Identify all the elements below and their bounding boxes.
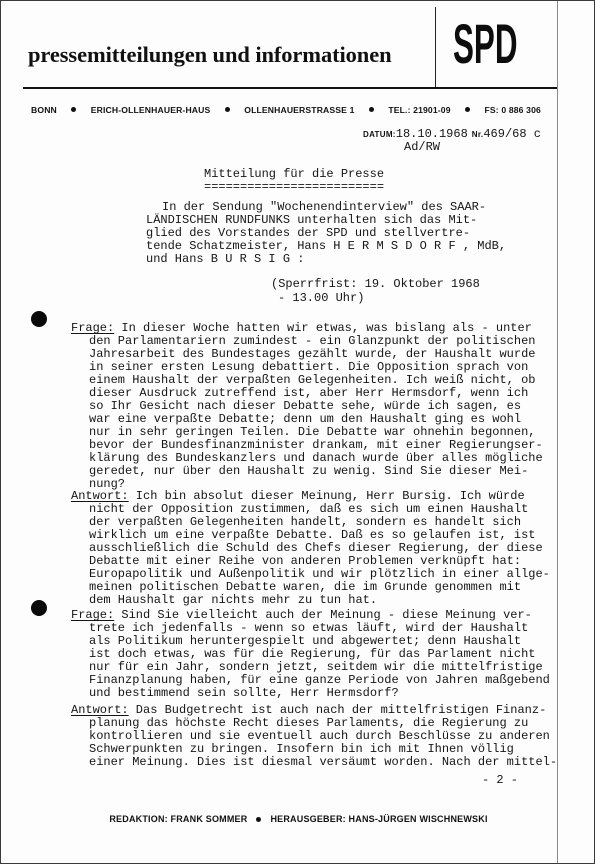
interview-line-text: In dieser Woche hatten wir etwas, was bislang als - unter	[121, 321, 532, 335]
interview-line: dem Haushalt gar nichts mehr zu tun hat.	[89, 593, 378, 607]
interview-block	[71, 322, 561, 491]
interview-line: der verpaßten Gelegenheiten handelt, sondern es handelt sich	[89, 515, 522, 529]
interview-line: einem Haushalt der verpaßten Gelegenheiten. Ich weiß nicht, ob	[89, 373, 536, 387]
date-number-line	[363, 128, 541, 141]
interview-line: war eine verpaßte Debatte; denn um den Haushalt ging es wohl	[89, 412, 522, 426]
interview-line: nur in sehr geringen Teilen. Die Debatte war ohnehin begonnen,	[89, 425, 536, 439]
bullet-icon	[256, 817, 261, 822]
interview-line: so Ihr Gesicht nach dieser Debatte sehe, würde ich sagen, es	[89, 399, 522, 413]
number-label: Nr.	[471, 130, 484, 139]
interview-line: Schwerpunkten zu bringen. Insofern bin ich mit Ihnen völlig	[89, 742, 514, 756]
interview-line: nur für ein Jahr, sondern jetzt, seitdem wir die mittelfristige	[89, 660, 543, 674]
intro-line: LÄNDISCHEN RUNDFUNKS unterhalten sich das Mit-	[146, 213, 478, 227]
interview-line: als Politikum heruntergespielt und abgewertet; denn Haushalt	[89, 634, 522, 648]
speaker-label: Frage:	[71, 321, 115, 335]
interview-line: klärung des Bundeskanzlers und danach wurde über alles mögliche	[89, 451, 543, 465]
embargo-line: - 13.00 Uhr)	[278, 291, 365, 305]
heading-underline: =========================	[204, 180, 385, 194]
interview-line: trete ich jedenfalls - wenn so etwas läuft, wird der Haushalt	[89, 621, 529, 635]
footer-publisher: HERAUSGEBER: HANS-JÜRGEN WISCHNEWSKI	[270, 814, 488, 824]
address-phone: TEL.: 21901-09	[388, 104, 451, 115]
footer-editor: REDAKTION: FRANK SOMMER	[109, 814, 248, 824]
speaker-label: Frage:	[71, 608, 115, 622]
interview-line-text: Ich bin absolut dieser Meinung, Herr Bursig. Ich würde	[135, 489, 525, 503]
interview-line-text: Das Budgetrecht ist auch nach der mittelfristigen Finanz-	[135, 703, 547, 717]
interview-line: planung das höchste Recht dieses Parlaments, die Regierung zu	[89, 716, 529, 730]
interview-line-text: Sind Sie vielleicht auch der Meinung - diese Meinung ver-	[121, 608, 532, 622]
intro-line: glied des Vorstandes der SPD und stellvertre-	[146, 226, 471, 240]
spd-logo: SPD	[453, 12, 518, 75]
number-value: 469/68 c	[483, 127, 541, 141]
interview-line: bevor der Bundesfinanzminister drankam, mit einer Regierungser-	[89, 438, 543, 452]
interview-line: ausschließlich die Schuld des Chefs dieser Regierung, der diese	[89, 541, 543, 555]
intro-line: und Hans B U R S I G :	[146, 252, 305, 266]
speaker-label: Antwort:	[71, 489, 129, 503]
embargo-note	[271, 277, 480, 305]
address-city: BONN	[31, 104, 57, 115]
footer-line	[1, 813, 595, 825]
interview-line: nung?	[89, 477, 126, 491]
bullet-icon	[465, 107, 470, 112]
punch-hole	[31, 311, 47, 327]
bullet-icon	[225, 107, 230, 112]
address-street: OLLENHAUERSTRASSE 1	[244, 104, 355, 115]
interview-block	[71, 490, 561, 607]
bullet-icon	[71, 107, 76, 112]
punch-hole	[31, 600, 47, 616]
interview-line: Europapolitik und Außenpolitik und wir plötzlich in einer allge-	[89, 567, 550, 581]
interview	[71, 322, 561, 769]
interview-line: nicht der Opposition zustimmen, daß es sich um einen Haushalt	[89, 502, 529, 516]
interview-line: geredet, nur über den Haushalt zu wenig. Sind Sie dieser Mei-	[89, 464, 529, 478]
interview-line: und bestimmend sein sollte, Herr Hermsdorf?	[89, 686, 399, 700]
interview-line: wirklich um eine verpaßte Debatte. Daß es so gelaufen ist, ist	[89, 528, 536, 542]
date-value: 18.10.1968	[395, 127, 468, 141]
interview-line: Debatte mit einer Reihe von anderen Problemen verknüpft hat:	[89, 554, 522, 568]
interview-line: den Parlamentariern zumindest - ein Glanzpunkt der politischen	[89, 334, 536, 348]
reference-initials: Ad/RW	[404, 140, 441, 154]
page-number: - 2 -	[482, 773, 519, 787]
interview-block	[71, 704, 561, 769]
speaker-label: Antwort:	[71, 703, 129, 717]
document-heading: Mitteilung für die Presse	[204, 167, 385, 181]
interview-line: Finanzplanung haben, für eine ganze Periode von Jahren maßgebend	[89, 673, 550, 687]
header-rule	[23, 87, 558, 89]
date-label: DATUM:	[363, 130, 396, 139]
address-building: ERICH-OLLENHAUER-HAUS	[90, 104, 211, 115]
interview-line: kontrollieren und sie eventuell auch durch Beschlüsse zu anderen	[89, 729, 550, 743]
address-telex: FS: 0 886 306	[484, 104, 541, 115]
address-line	[31, 104, 541, 115]
interview-line: Jahresarbeit des Bundestages gezählt wurde, der Haushalt wurde	[89, 347, 536, 361]
intro-line: tende Schatzmeister, Hans H E R M S D O R F , MdB,	[146, 239, 507, 253]
header-divider	[435, 7, 436, 88]
interview-line: dieser Ausdruck zutreffend ist, aber Herr Hermsdorf, wenn ich	[89, 386, 529, 400]
interview-block	[71, 609, 561, 700]
interview-line: einer Meinung. Dies ist diesmal versäumt worden. Nach der mittel-	[89, 755, 558, 769]
interview-line: meinen politischen Debatte waren, die im Grunde genommen mit	[89, 580, 522, 594]
letterhead-title: pressemitteilungen und informationen	[28, 42, 392, 67]
intro-line: In der Sendung "Wochenendinterview" des SAAR-	[162, 200, 487, 214]
interview-line: ist doch etwas, was für die Regierung, für das Parlament nicht	[89, 647, 536, 661]
bullet-icon	[369, 107, 374, 112]
intro-paragraph	[146, 201, 506, 266]
embargo-line: (Sperrfrist: 19. Oktober 1968	[271, 277, 480, 291]
interview-line: in seiner ersten Lesung debattiert. Die Opposition sprach von	[89, 360, 529, 374]
